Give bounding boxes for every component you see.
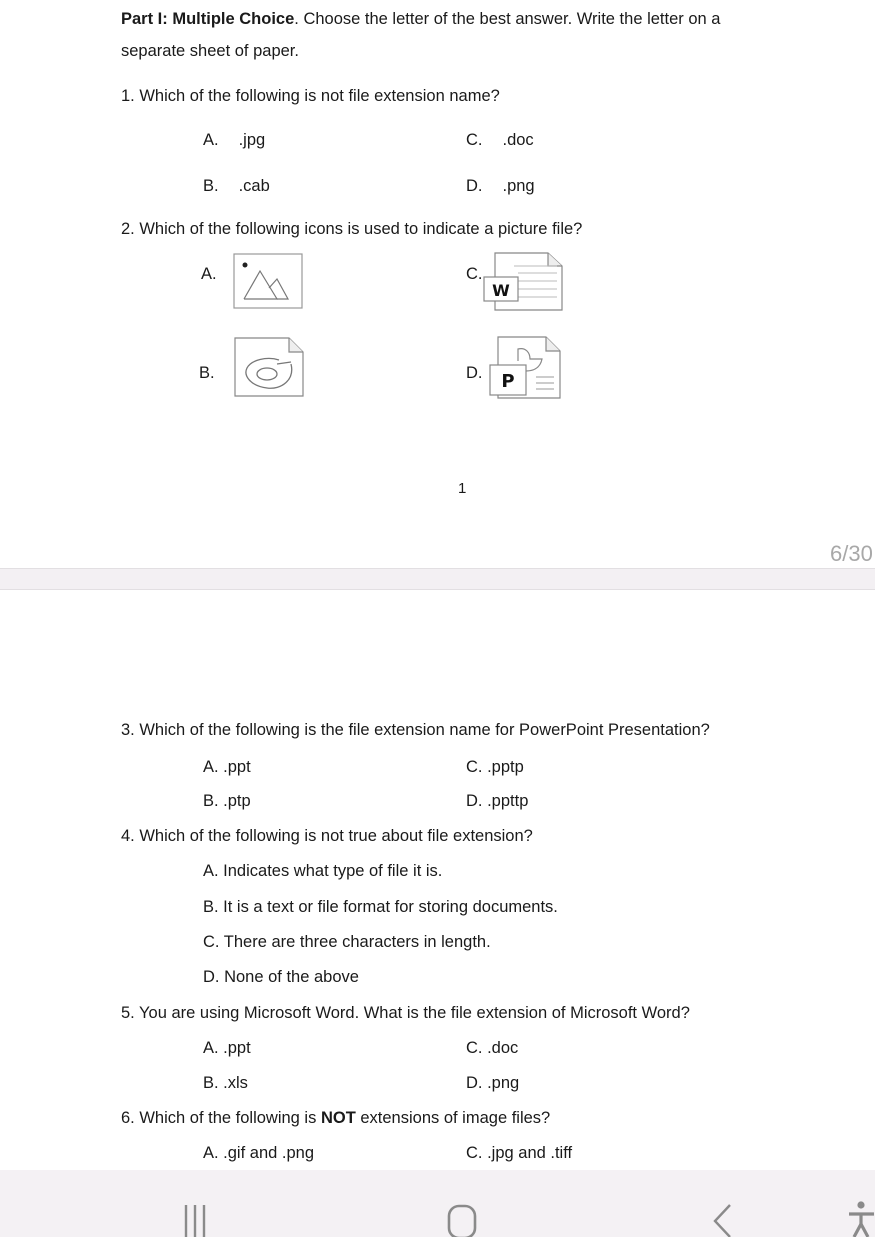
q4-option-b: B. It is a text or file format for storing documents. <box>203 898 558 916</box>
question-3: 3. Which of the following is the file extension name for PowerPoint Presentation? <box>121 721 710 739</box>
home-icon[interactable] <box>446 1203 480 1237</box>
svg-text:P: P <box>501 371 515 392</box>
page-counter: 6/30 <box>830 541 873 566</box>
question-4: 4. Which of the following is not true about file extension? <box>121 827 533 845</box>
q3-option-d: D. .ppttp <box>466 792 529 810</box>
q2-option-b-label: B. <box>199 364 215 382</box>
question-6: 6. Which of the following is NOT extensions of image files? <box>121 1109 551 1127</box>
q3-option-b: B. .ptp <box>203 792 251 810</box>
q1-option-a: A. .jpg <box>203 131 266 149</box>
q3-option-a: A. .ppt <box>203 758 251 776</box>
powerpoint-file-icon <box>488 335 564 401</box>
q5-option-b: B. .xls <box>203 1074 248 1092</box>
q1-option-d: D. .png <box>466 177 535 195</box>
q3-option-c: C. .pptp <box>466 758 524 776</box>
word-document-icon <box>482 252 564 312</box>
instructions-line1: Part I: Multiple Choice. Choose the letter of the best answer. Write the letter on a <box>121 10 721 28</box>
accessibility-icon[interactable] <box>848 1200 875 1237</box>
q5-option-c: C. .doc <box>466 1039 519 1057</box>
q1-option-b: B. .cab <box>203 177 270 195</box>
back-icon[interactable] <box>710 1203 734 1237</box>
q4-option-c: C. There are three characters in length. <box>203 933 491 951</box>
q2-option-d-label: D. <box>466 364 483 382</box>
recent-apps-icon[interactable] <box>183 1203 207 1237</box>
svg-text:W: W <box>492 281 510 300</box>
q5-option-a: A. .ppt <box>203 1039 251 1057</box>
q2-option-a-label: A. <box>201 265 217 283</box>
page-number: 1 <box>458 480 467 497</box>
question-5: 5. You are using Microsoft Word. What is the file extension of Microsoft Word? <box>121 1004 690 1022</box>
q6-option-c: C. .jpg and .tiff <box>466 1144 573 1162</box>
q5-option-d: D. .png <box>466 1074 520 1092</box>
instructions-line2: separate sheet of paper. <box>121 42 299 60</box>
q4-option-d: D. None of the above <box>203 968 359 986</box>
picture-file-icon <box>233 253 303 309</box>
page-separator <box>0 568 875 590</box>
q4-option-a: A. Indicates what type of file it is. <box>203 862 443 880</box>
question-2: 2. Which of the following icons is used to indicate a picture file? <box>121 220 583 238</box>
part-title: Part I: Multiple Choice <box>121 10 295 28</box>
system-navigation-bar <box>0 1170 875 1237</box>
q6-option-a: A. .gif and .png <box>203 1144 314 1162</box>
question-1: 1. Which of the following is not file extension name? <box>121 87 500 105</box>
q1-option-c: C. .doc <box>466 131 534 149</box>
disc-file-icon <box>233 336 305 398</box>
q2-option-c-label: C. <box>466 265 483 283</box>
